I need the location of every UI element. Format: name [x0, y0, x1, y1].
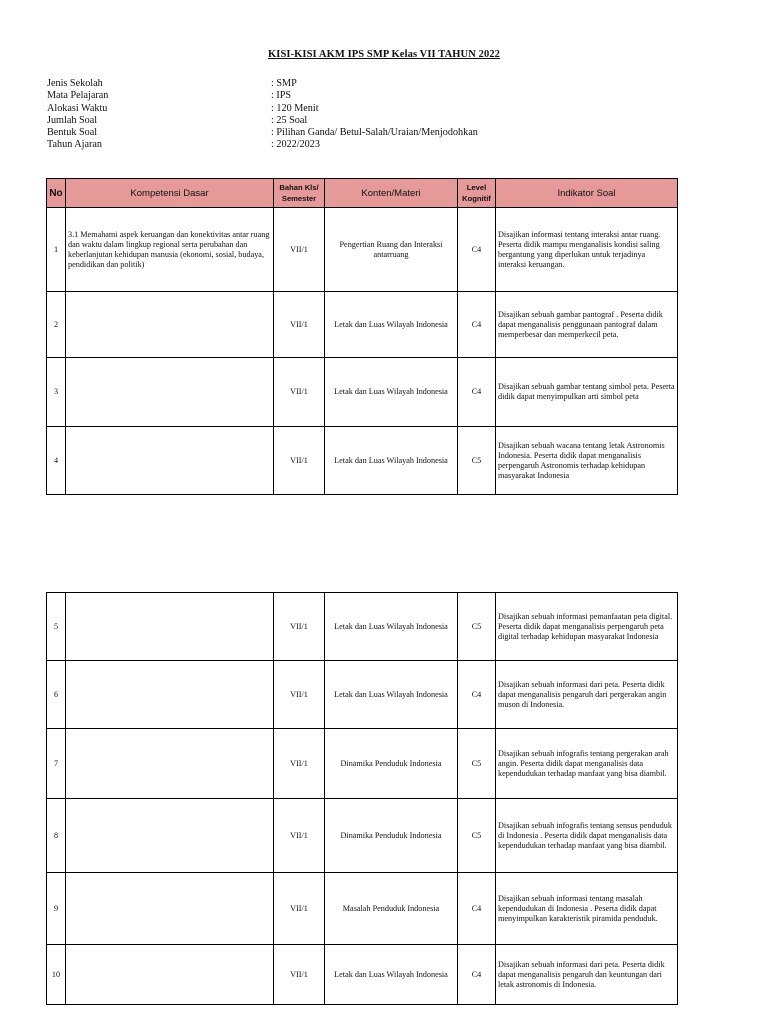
- cell-level: C5: [458, 593, 496, 661]
- meta-value: : Pilihan Ganda/ Betul-Salah/Uraian/Menjodohkan: [271, 127, 478, 139]
- table-row: [47, 729, 678, 799]
- cell-bahan-kelas: VII/1: [274, 873, 325, 945]
- table-row: [47, 799, 678, 873]
- table-row: [47, 873, 678, 945]
- cell-no: 7: [47, 729, 66, 799]
- cell-indikator: Disajikan sebuah informasi tentang masalah kependudukan di Indonesia . Peserta didik dapat menyimpulkan karakteristik piramida penduduk.: [496, 873, 678, 945]
- cell-kompetensi-dasar: [66, 593, 274, 661]
- cell-no: 1: [47, 208, 66, 292]
- table-row: [47, 945, 678, 1005]
- cell-indikator: Disajikan sebuah informasi pemanfaatan peta digital. Peserta didik dapat menganalisis perpengaruh peta digital terhadap kehidupan masyarakat Indonesia: [496, 593, 678, 661]
- cell-kompetensi-dasar: [66, 292, 274, 358]
- cell-level: C4: [458, 873, 496, 945]
- table-row: [47, 208, 678, 292]
- cell-konten: Dinamika Penduduk Indonesia: [325, 729, 458, 799]
- table-row: [47, 427, 678, 495]
- cell-bahan-kelas: VII/1: [274, 292, 325, 358]
- header-indikator-soal: Indikator Soal: [496, 179, 678, 208]
- cell-bahan-kelas: VII/1: [274, 208, 325, 292]
- cell-konten: Letak dan Luas Wilayah Indonesia: [325, 593, 458, 661]
- cell-kompetensi-dasar: [66, 729, 274, 799]
- cell-no: 10: [47, 945, 66, 1005]
- cell-konten: Letak dan Luas Wilayah Indonesia: [325, 427, 458, 495]
- table-row: [47, 593, 678, 661]
- meta-label: Alokasi Waktu: [47, 102, 108, 114]
- cell-kompetensi-dasar: [66, 661, 274, 729]
- cell-indikator: Disajikan sebuah gambar pantograf . Peserta didik dapat menganalisis penggunaan pantograf dalam memperbesar dan memperkecil peta.: [496, 292, 678, 358]
- meta-label: Bentuk Soal: [47, 127, 98, 139]
- kisi-table-page-1: [46, 178, 678, 495]
- header-no: No: [47, 179, 66, 208]
- cell-indikator: Disajikan sebuah wacana tentang letak Astronomis Indonesia. Peserta didik dapat menganalisis perpengaruh Astronomis terhadap kehidupan masyarakat Indonesia: [496, 427, 678, 495]
- cell-level: C5: [458, 799, 496, 873]
- cell-no: 8: [47, 799, 66, 873]
- cell-konten: Pengertian Ruang dan Interaksi antarruang: [325, 208, 458, 292]
- document-title: KISI-KISI AKM IPS SMP Kelas VII TAHUN 2022: [267, 49, 501, 60]
- meta-value: : 2022/2023: [271, 139, 320, 151]
- cell-bahan-kelas: VII/1: [274, 358, 325, 427]
- cell-level: C4: [458, 208, 496, 292]
- cell-level: C4: [458, 358, 496, 427]
- cell-konten: Letak dan Luas Wilayah Indonesia: [325, 945, 458, 1005]
- header-level-kognitif: Level Kognitif: [458, 179, 496, 208]
- meta-row-alokasi-waktu: [47, 103, 567, 115]
- meta-value: : SMP: [271, 78, 297, 89]
- cell-level: C5: [458, 729, 496, 799]
- meta-row-jumlah-soal: [47, 115, 567, 127]
- cell-kompetensi-dasar: [66, 799, 274, 873]
- cell-bahan-kelas: VII/1: [274, 945, 325, 1005]
- cell-level: C5: [458, 427, 496, 495]
- table-row: [47, 292, 678, 358]
- cell-no: 4: [47, 427, 66, 495]
- meta-row-tahun-ajaran: [47, 139, 567, 151]
- cell-indikator: Disajikan sebuah infografis tentang pergerakan arah angin. Peserta didik dapat menganalisis data kependudukan terhadap manfaat yang bisa diambil.: [496, 729, 678, 799]
- cell-no: 3: [47, 358, 66, 427]
- meta-row-mata-pelajaran: [47, 90, 567, 102]
- header-konten-materi: Konten/Materi: [325, 179, 458, 208]
- meta-label: Jumlah Soal: [47, 114, 98, 126]
- cell-konten: Letak dan Luas Wilayah Indonesia: [325, 358, 458, 427]
- cell-kompetensi-dasar: [66, 427, 274, 495]
- cell-kompetensi-dasar: [66, 873, 274, 945]
- cell-no: 9: [47, 873, 66, 945]
- meta-value: : 25 Soal: [271, 114, 308, 126]
- meta-label: Mata Pelajaran: [47, 90, 109, 102]
- cell-level: C4: [458, 945, 496, 1005]
- cell-bahan-kelas: VII/1: [274, 593, 325, 661]
- cell-bahan-kelas: VII/1: [274, 661, 325, 729]
- document-meta: [47, 78, 567, 152]
- meta-value: : 120 Menit: [271, 102, 319, 114]
- cell-konten: Letak dan Luas Wilayah Indonesia: [325, 292, 458, 358]
- cell-kompetensi-dasar: 3.1 Memahami aspek keruangan dan konektivitas antar ruang dan waktu dalam lingkup regional serta perubahan dan keberlanjutan kehidupan manusia (ekonomi, sosial, budaya, pendidikan dan politik): [66, 208, 274, 292]
- cell-kompetensi-dasar: [66, 945, 274, 1005]
- cell-level: C4: [458, 661, 496, 729]
- meta-label: Tahun Ajaran: [47, 139, 103, 151]
- cell-konten: Dinamika Penduduk Indonesia: [325, 799, 458, 873]
- meta-value: : IPS: [271, 90, 292, 102]
- cell-indikator: Disajikan informasi tentang interaksi antar ruang. Peserta didik mampu menganalisis kondisi saling bergantung yang diperlukan untuk terjadinya interaksi keruangan.: [496, 208, 678, 292]
- cell-indikator: Disajikan sebuah infografis tentang sensus penduduk di Indonesia . Peserta didik dapat menganalisis data kependudukan terhadap manfaat yang bisa diambil.: [496, 799, 678, 873]
- cell-no: 2: [47, 292, 66, 358]
- cell-konten: Masalah Penduduk Indonesia: [325, 873, 458, 945]
- table-row: [47, 661, 678, 729]
- header-bahan-kelas: Bahan Kls/ Semester: [274, 179, 325, 208]
- cell-indikator: Disajikan sebuah informasi dari peta. Peserta didik dapat menganalisis pengaruh dan keuntungan dari letak astronomis di Indonesia.: [496, 945, 678, 1005]
- cell-bahan-kelas: VII/1: [274, 729, 325, 799]
- cell-bahan-kelas: VII/1: [274, 427, 325, 495]
- cell-bahan-kelas: VII/1: [274, 799, 325, 873]
- cell-no: 5: [47, 593, 66, 661]
- cell-level: C4: [458, 292, 496, 358]
- meta-row-jenis-sekolah: [47, 78, 567, 90]
- table-header-row: [47, 179, 678, 208]
- table-row: [47, 358, 678, 427]
- kisi-table-page-2: [46, 592, 678, 1005]
- meta-label: Jenis Sekolah: [47, 78, 103, 89]
- cell-no: 6: [47, 661, 66, 729]
- cell-konten: Letak dan Luas Wilayah Indonesia: [325, 661, 458, 729]
- cell-indikator: Disajikan sebuah informasi dari peta. Peserta didik dapat menganalisis pengaruh dari pergerakan angin muson di Indonesia.: [496, 661, 678, 729]
- cell-kompetensi-dasar: [66, 358, 274, 427]
- header-kompetensi-dasar: Kompetensi Dasar: [66, 179, 274, 208]
- cell-indikator: Disajikan sebuah gambar tentang simbol peta. Peserta didik dapat menyimpulkan arti simbol peta: [496, 358, 678, 427]
- meta-row-bentuk-soal: [47, 127, 567, 139]
